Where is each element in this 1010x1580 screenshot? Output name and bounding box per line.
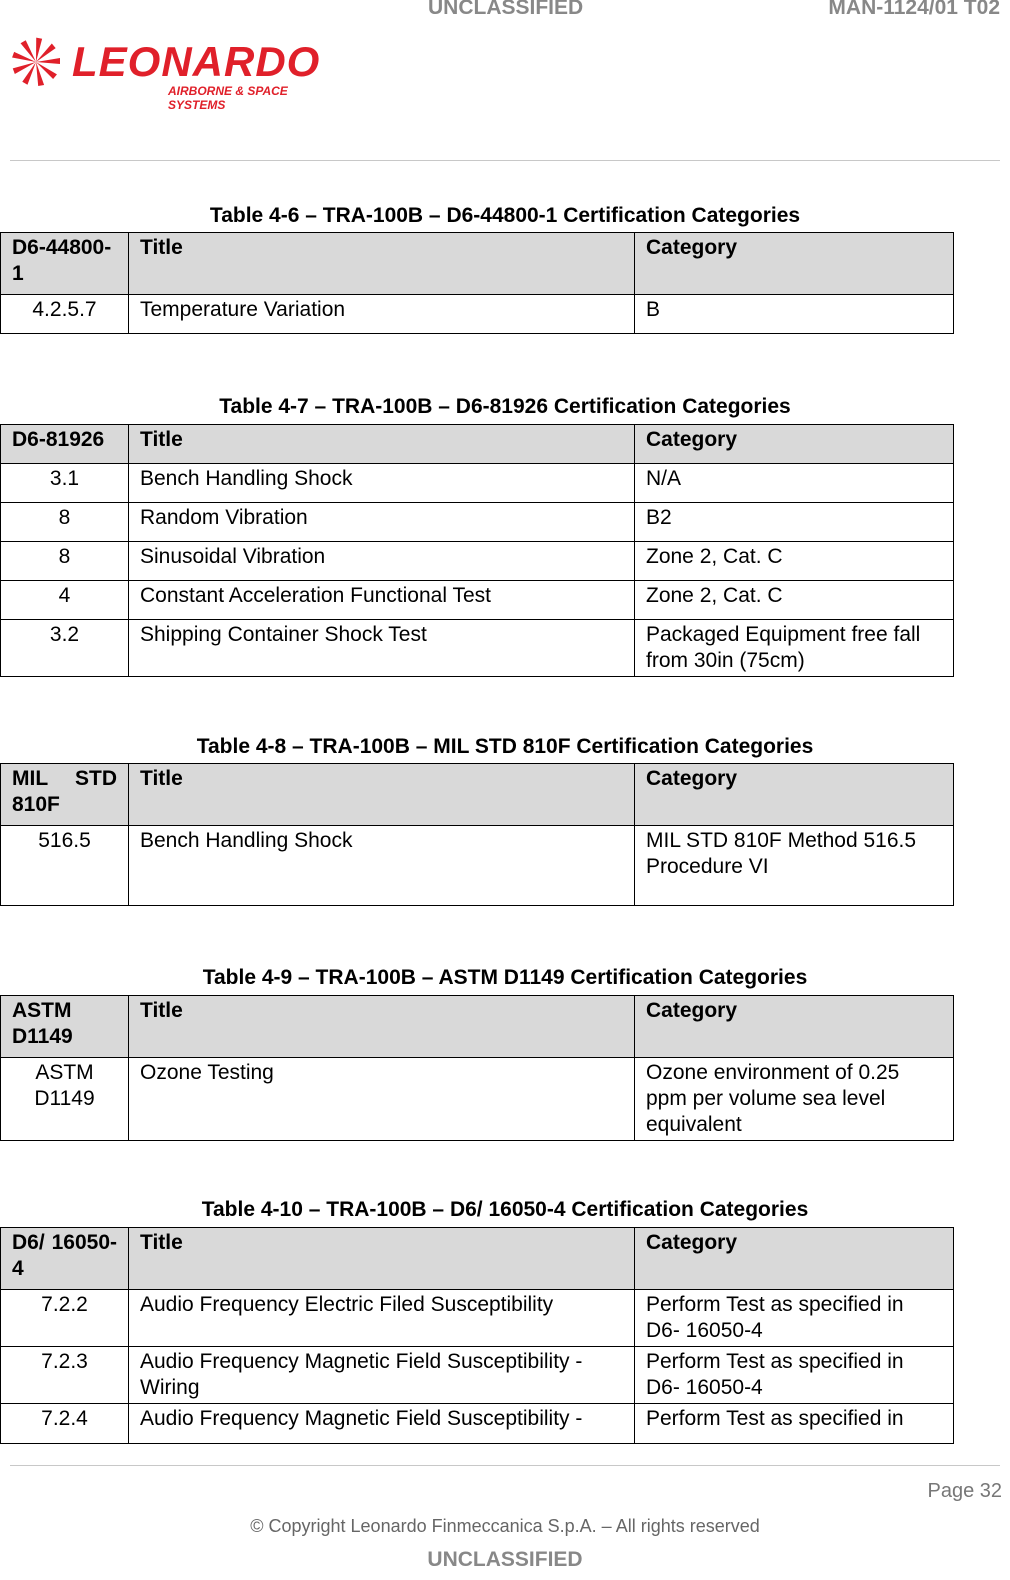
table-caption: Table 4-9 – TRA-100B – ASTM D1149 Certification Categories xyxy=(202,966,808,989)
table-row xyxy=(1,464,954,503)
table-cell: B2 xyxy=(635,503,954,542)
table-cell: 8 xyxy=(1,503,129,542)
table-cell: 7.2.4 xyxy=(1,1404,129,1444)
table-cell: Bench Handling Shock xyxy=(129,464,635,503)
table-caption: Table 4-10 – TRA-100B – D6/ 16050-4 Certification Categories xyxy=(201,1198,809,1221)
table-header-row xyxy=(1,1228,954,1290)
table-caption: Table 4-6 – TRA-100B – D6-44800-1 Certification Categories xyxy=(209,204,801,227)
table-cell: B xyxy=(635,295,954,334)
table-header-row xyxy=(1,996,954,1058)
table-row xyxy=(1,295,954,334)
table-cell: Zone 2, Cat. C xyxy=(635,581,954,620)
table-cell: Sinusoidal Vibration xyxy=(129,542,635,581)
column-header: Title xyxy=(129,1228,635,1290)
table-cell: Audio Frequency Magnetic Field Susceptibility - Wiring xyxy=(129,1347,635,1404)
table-cell: MIL STD 810F Method 516.5 Procedure VI xyxy=(635,826,954,906)
footer-divider xyxy=(10,1465,1000,1466)
table-row xyxy=(1,503,954,542)
column-header: D6/ 16050-4 xyxy=(1,1228,129,1290)
table-row xyxy=(1,620,954,677)
column-header: Category xyxy=(635,764,954,826)
leonardo-star-icon xyxy=(10,32,62,92)
table-cell: Ozone Testing xyxy=(129,1058,635,1141)
table-row xyxy=(1,542,954,581)
column-header: Title xyxy=(129,233,635,295)
column-header: Title xyxy=(129,764,635,826)
table-cell: Perform Test as specified in xyxy=(635,1404,954,1444)
table-cell: Perform Test as specified in D6- 16050-4 xyxy=(635,1290,954,1347)
table-cell: Audio Frequency Magnetic Field Susceptibility - xyxy=(129,1404,635,1444)
column-header: Title xyxy=(129,425,635,464)
table-cell: Ozone environment of 0.25 ppm per volume sea level equivalent xyxy=(635,1058,954,1141)
table-row xyxy=(1,1058,954,1141)
table-row xyxy=(1,1290,954,1347)
table-row xyxy=(1,826,954,906)
table-cell: N/A xyxy=(635,464,954,503)
leonardo-logo xyxy=(10,32,340,112)
column-header: Category xyxy=(635,233,954,295)
certification-table-d6-16050-4 xyxy=(0,1227,954,1444)
table-cell: Zone 2, Cat. C xyxy=(635,542,954,581)
certification-table-d6-81926 xyxy=(0,424,954,677)
column-header: D6-44800-1 xyxy=(1,233,129,295)
certification-table-d6-44800-1 xyxy=(0,232,954,334)
table-cell: 7.2.2 xyxy=(1,1290,129,1347)
table-header-row xyxy=(1,425,954,464)
table-cell: ASTM D1149 xyxy=(1,1058,129,1141)
header-classification: UNCLASSIFIED xyxy=(428,0,584,19)
table-cell: Bench Handling Shock xyxy=(129,826,635,906)
column-header: Category xyxy=(635,996,954,1058)
logo-wordmark: LEONARDO xyxy=(72,38,321,85)
table-cell: Packaged Equipment free fall from 30in (75cm) xyxy=(635,620,954,677)
table-cell: 3.2 xyxy=(1,620,129,677)
table-cell: Temperature Variation xyxy=(129,295,635,334)
table-cell: Perform Test as specified in D6- 16050-4 xyxy=(635,1347,954,1404)
table-cell: Shipping Container Shock Test xyxy=(129,620,635,677)
table-cell: 4 xyxy=(1,581,129,620)
table-cell: 3.1 xyxy=(1,464,129,503)
table-row xyxy=(1,581,954,620)
table-cell: Audio Frequency Electric Filed Susceptibility xyxy=(129,1290,635,1347)
table-caption: Table 4-8 – TRA-100B – MIL STD 810F Certification Categories xyxy=(196,735,814,758)
column-header: D6-81926 xyxy=(1,425,129,464)
table-row xyxy=(1,1404,954,1444)
footer-classification: UNCLASSIFIED xyxy=(427,1548,583,1571)
logo-subtitle: AIRBORNE & SPACE SYSTEMS xyxy=(168,84,288,112)
certification-table-mil-std-810f xyxy=(0,763,954,906)
table-cell: 8 xyxy=(1,542,129,581)
table-cell: Random Vibration xyxy=(129,503,635,542)
copyright-notice: © Copyright Leonardo Finmeccanica S.p.A. – All rights reserved xyxy=(250,1516,760,1536)
certification-table-astm-d1149 xyxy=(0,995,954,1141)
table-cell: 4.2.5.7 xyxy=(1,295,129,334)
table-header-row xyxy=(1,233,954,295)
table-cell: 7.2.3 xyxy=(1,1347,129,1404)
column-header: ASTM D1149 xyxy=(1,996,129,1058)
table-caption: Table 4-7 – TRA-100B – D6-81926 Certification Categories xyxy=(219,395,791,418)
column-header: Category xyxy=(635,425,954,464)
header-document-id: MAN-1124/01 T02 xyxy=(828,0,1000,19)
table-cell: Constant Acceleration Functional Test xyxy=(129,581,635,620)
column-header: Title xyxy=(129,996,635,1058)
table-cell: 516.5 xyxy=(1,826,129,906)
page-number: Page 32 xyxy=(927,1480,1002,1502)
header-divider xyxy=(10,160,1000,161)
column-header: MIL STD 810F xyxy=(1,764,129,826)
column-header: Category xyxy=(635,1228,954,1290)
table-header-row xyxy=(1,764,954,826)
table-row xyxy=(1,1347,954,1404)
